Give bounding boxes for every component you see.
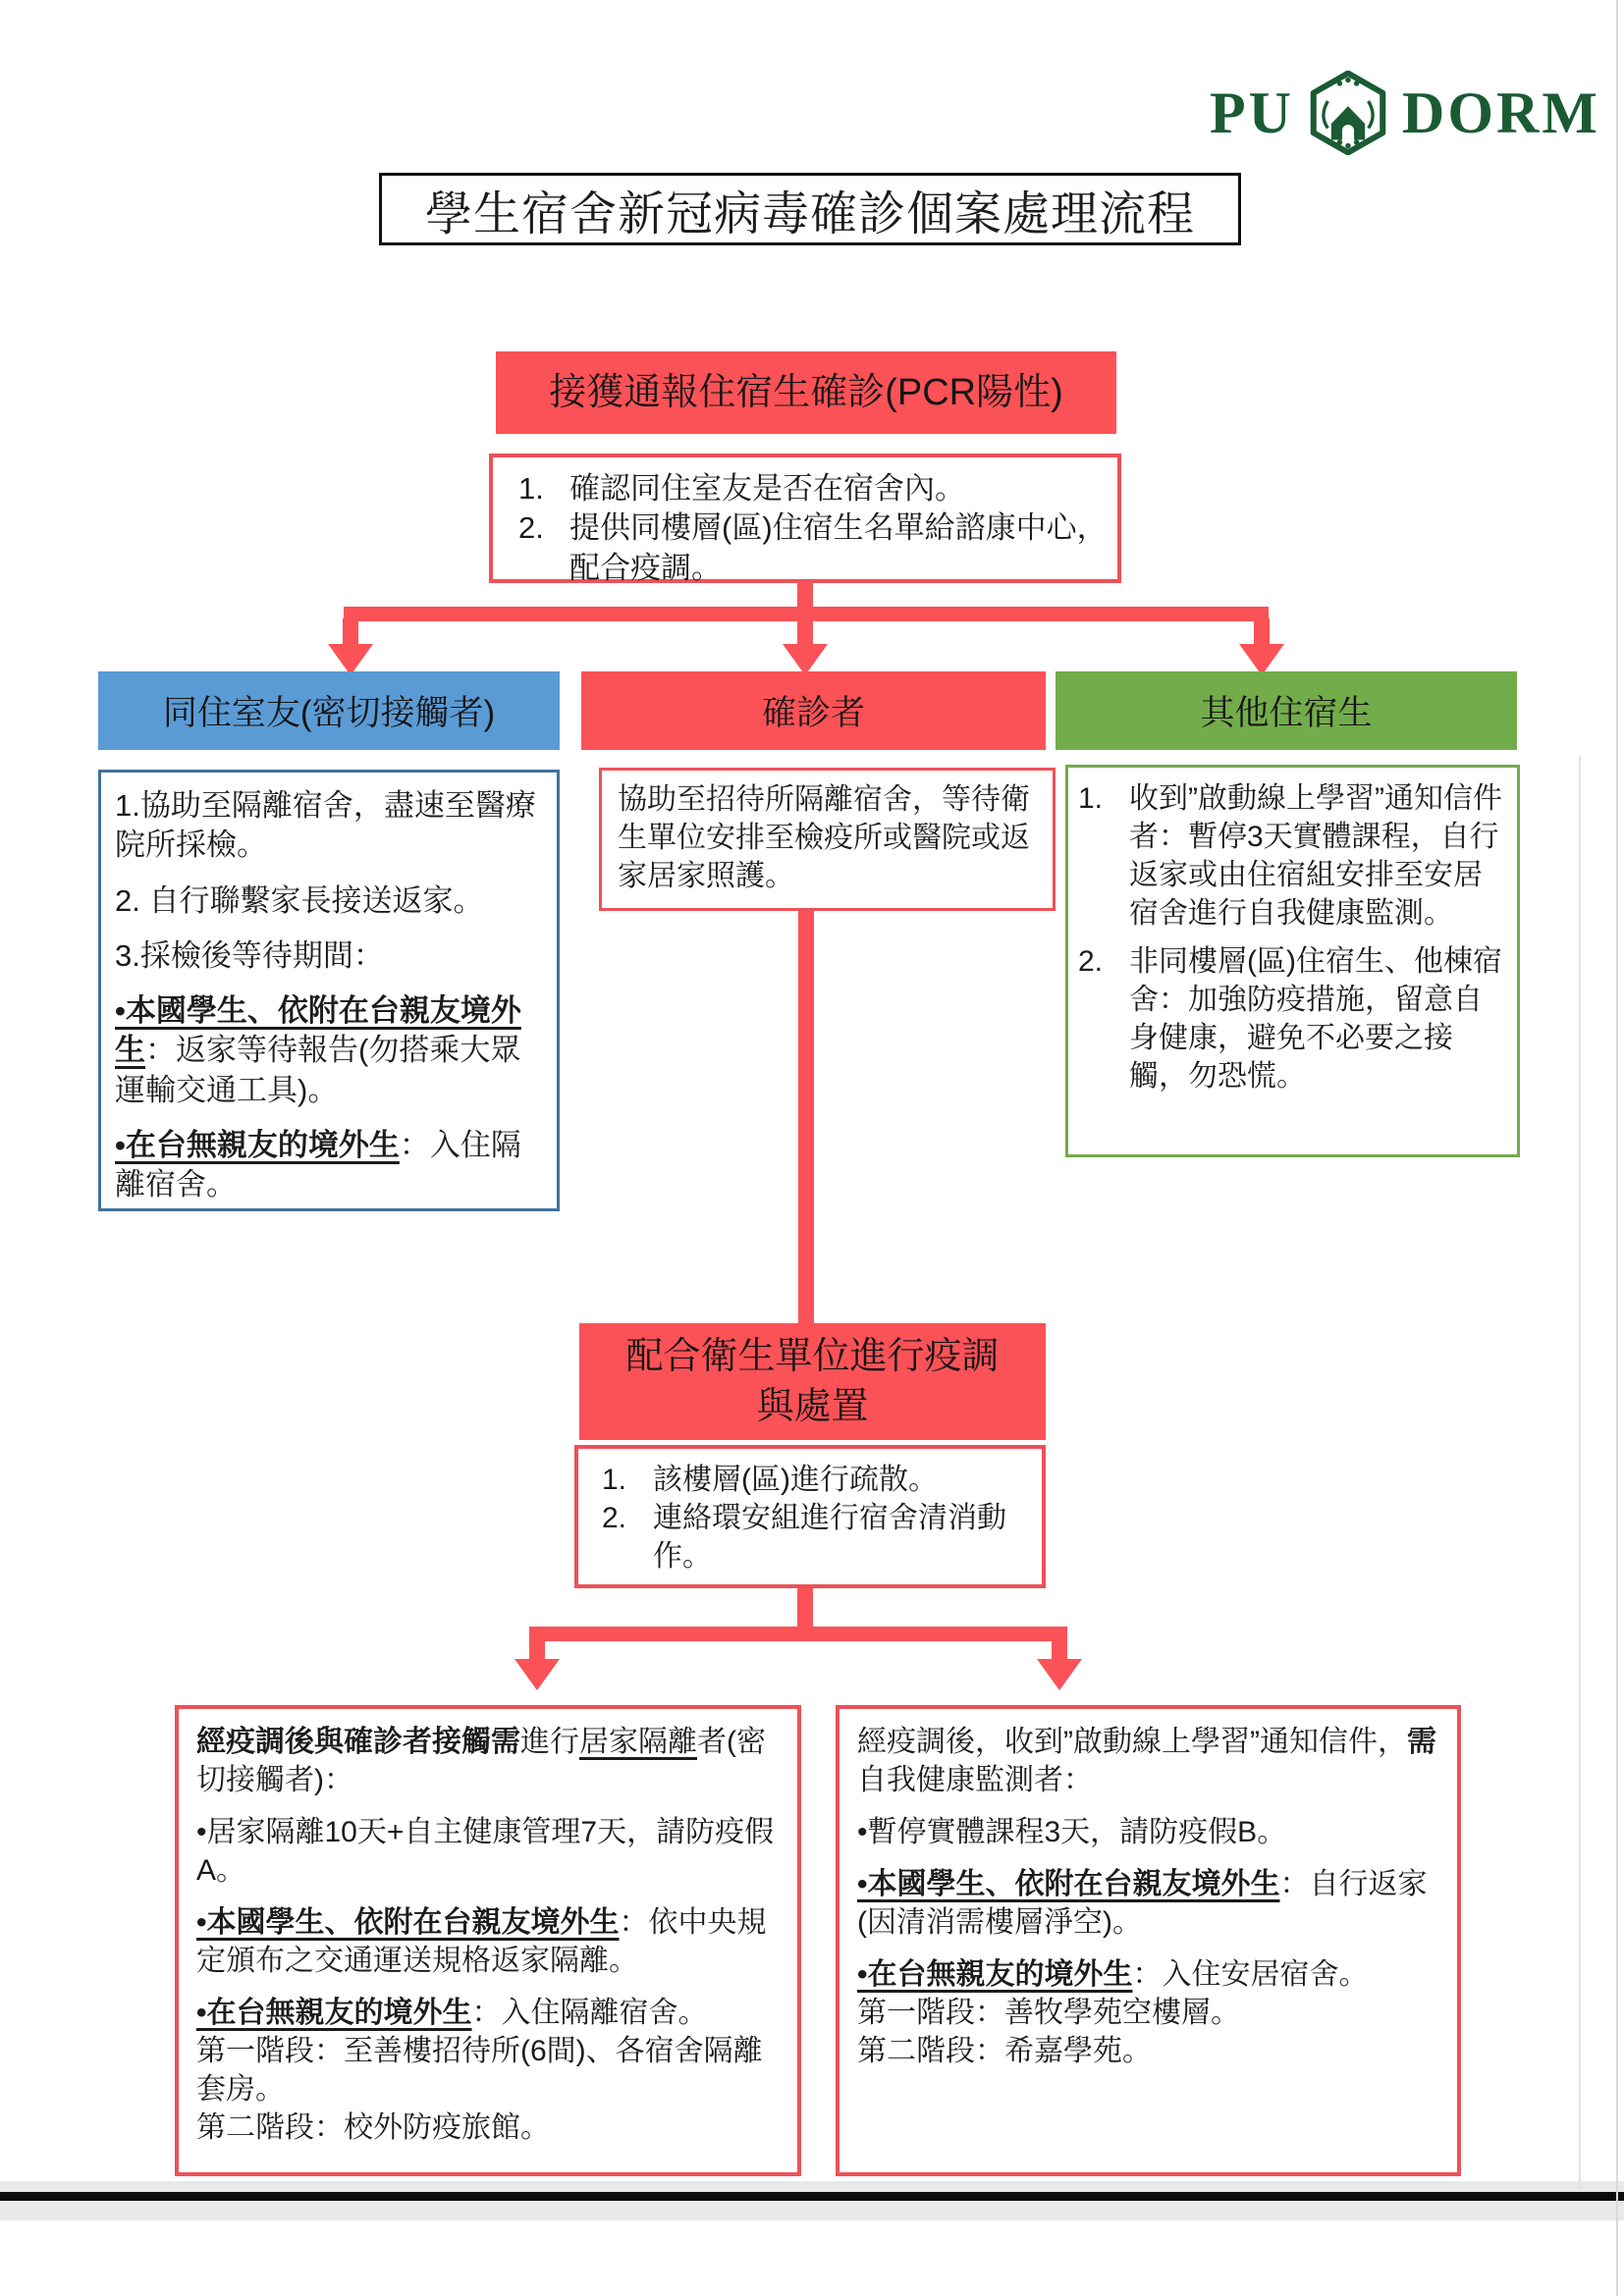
other-residents-detail-box [1065,765,1520,1157]
connector-drop-right [1254,618,1270,646]
outcome-home-isolation-box [175,1705,801,2176]
connector-line [798,911,814,1335]
paragraph: •本國學生、依附在台親友境外生：返家等待報告(勿搭乘大眾運輸交通工具)。 [115,993,521,1107]
step-text: 該樓層(區)進行疏散。 [653,1464,938,1496]
footer-band [0,2181,1624,2220]
roommates-detail-box [98,770,560,1211]
hexagon-house-icon [1306,71,1390,155]
logo-text-pu: PU [1210,80,1294,145]
stage-report-confirmed-case [496,351,1116,434]
branch-header-roommates [98,671,560,750]
step-number: 2. [518,510,544,546]
connector-drop-left [343,618,358,646]
stage-epi-label: 配合衛生單位進行疫調與處置 [625,1336,1000,1427]
initial-step-2 [518,508,1108,588]
other-residents-item-1 [1078,779,1509,933]
connector-drop-middle [797,618,813,646]
paragraph: 經疫調後，收到”啟動線上學習”通知信件，需自我健康監測者： [857,1726,1436,1796]
connector-bar [529,1627,1067,1641]
item-number: 2. [1078,945,1104,978]
paragraph: •居家隔離10天+自主健康管理7天，請防疫假A。 [196,1816,775,1887]
step-text: 提供同樓層(區)住宿生名單給諮康中心，配合疫調。 [569,510,1108,585]
paragraph: •在台無親友的境外生：入住隔離宿舍。 [115,1128,521,1202]
confirmed-detail-text: 協助至招待所隔離宿舍，等待衛生單位安排至檢疫所或醫院或返家居家照護。 [618,783,1030,892]
paragraph: 第一階段：至善樓招待所(6間)、各宿舍隔離套房。 [196,2035,763,2106]
connector-drop-right [1052,1637,1067,1661]
paragraph: •在台無親友的境外生：入住安居宿舍。 [857,1958,1369,1991]
page-title [379,173,1241,245]
page-edge-line [1579,756,1581,2189]
logo-text-dorm: DORM [1401,80,1600,145]
paragraph: 第一階段：善牧學苑空樓層。 [857,1997,1240,2029]
arrowhead-down-icon [514,1659,560,1690]
step-number: 1. [602,1464,627,1496]
epi-steps-box [574,1445,1046,1588]
branch-header-other-residents [1056,671,1517,750]
page-edge-line [1616,0,1618,2296]
connector-drop-left [529,1637,545,1661]
branch-header-label: 確診者 [761,694,865,732]
paragraph: •暫停實體課程3天，請防疫假B。 [857,1816,1287,1848]
arrowhead-down-icon [1037,1659,1082,1690]
epi-step-2 [602,1499,1034,1575]
paragraph: 第二階段：希嘉學苑。 [857,2035,1152,2067]
other-residents-item-2 [1078,942,1509,1095]
paragraph: 1.協助至隔離宿舍，盡速至醫療院所採檢。 [115,788,536,863]
step-text: 連絡環安組進行宿舍清消動作。 [653,1502,1006,1573]
branch-header-confirmed [581,671,1046,750]
outcome-self-monitoring-box [836,1705,1461,2176]
footer-divider-line [0,2192,1624,2201]
branch-header-label: 其他住宿生 [1200,694,1373,732]
item-number: 1. [1078,782,1104,815]
step-number: 2. [602,1502,627,1534]
stage-epi-investigation [579,1323,1046,1440]
paragraph: •本國學生、依附在台親友境外生：依中央規定頒布之交通運送規格返家隔離。 [196,1906,767,1977]
paragraph: 經疫調後與確診者接觸需進行居家隔離者(密切接觸者)： [196,1726,766,1796]
branch-header-label: 同住室友(密切接觸者) [162,694,496,732]
stage-report-label: 接獲通報住宿生確診(PCR陽性) [549,371,1063,413]
initial-step-1 [518,469,1108,508]
page-title-text: 學生宿舍新冠病毒確診個案處理流程 [424,187,1195,240]
step-number: 1. [518,471,544,506]
paragraph: 2. 自行聯繫家長接送返家。 [115,882,484,918]
epi-step-1 [602,1461,1034,1499]
paragraph: •本國學生、依附在台親友境外生：自行返家(因清消需樓層淨空)。 [857,1868,1428,1939]
paragraph: 3.採檢後等待期間： [115,937,384,973]
item-text: 非同樓層(區)住宿生、他棟宿舍：加強防疫措施，留意自身健康，避免不必要之接觸，勿恐慌。 [1129,945,1502,1093]
pu-dorm-logo [1210,71,1600,155]
step-text: 確認同住室友是否在宿舍內。 [569,471,965,506]
paragraph: 第二階段：校外防疫旅館。 [196,2111,550,2144]
confirmed-detail-box [599,768,1056,911]
paragraph: •在台無親友的境外生：入住隔離宿舍。 [196,1997,708,2029]
item-text: 收到”啟動線上學習”通知信件者：暫停3天實體課程，自行返家或由住宿組安排至安居宿舍進行自我健康監測。 [1129,782,1502,930]
initial-steps-box [489,454,1121,583]
connector-stub [797,1588,813,1631]
